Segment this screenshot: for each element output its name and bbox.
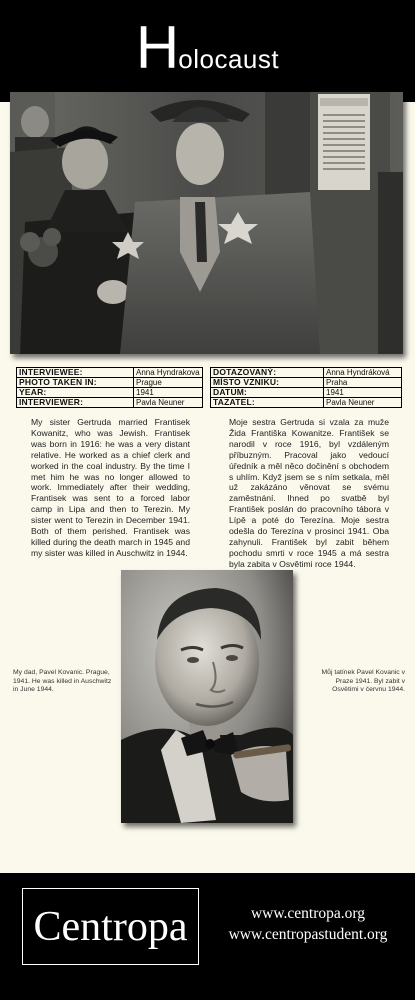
- website-link-centropa[interactable]: www.centropa.org: [250, 905, 366, 922]
- value-photo-taken-in: Prague: [134, 378, 203, 388]
- value-interviewer: Pavla Neuner: [134, 398, 203, 408]
- value-dotazovany: Anna Hyndráková: [324, 368, 402, 378]
- table-row: [211, 388, 402, 398]
- caption-english: My dad, Pavel Kovanic. Prague, 1941. He was killed in Auschwitz in June 1944.: [13, 669, 112, 694]
- centropa-logo: [22, 888, 199, 965]
- title-rest: olocaust: [178, 44, 280, 74]
- label-year: YEAR:: [17, 388, 134, 398]
- value-misto-vzniku: Praha: [324, 378, 402, 388]
- label-datum: DATUM:: [211, 388, 324, 398]
- table-row: [17, 398, 203, 408]
- value-year: 1941: [134, 388, 203, 398]
- label-photo-taken-in: PHOTO TAKEN IN:: [17, 378, 134, 388]
- value-tazatel: Pavla Neuner: [324, 398, 402, 408]
- page-title: [0, 14, 415, 81]
- value-datum: 1941: [324, 388, 402, 398]
- table-row: [17, 368, 203, 378]
- label-tazatel: TAZATEL:: [211, 398, 324, 408]
- table-row: [211, 398, 402, 408]
- label-interviewee: INTERVIEWEE:: [17, 368, 134, 378]
- table-row: [211, 378, 402, 388]
- portrait-photo: [121, 570, 293, 823]
- website-link-centropastudent[interactable]: www.centropastudent.org: [228, 926, 388, 943]
- info-table-english: [16, 367, 203, 408]
- table-row: [211, 368, 402, 378]
- value-interviewee: Anna Hyndrakova: [134, 368, 203, 378]
- title-initial: H: [135, 14, 179, 81]
- table-row: [17, 378, 203, 388]
- label-misto-vzniku: MÍSTO VZNIKU:: [211, 378, 324, 388]
- label-interviewer: INTERVIEWER:: [17, 398, 134, 408]
- biography-english: My sister Gertruda married Frantisek Kowanitz, who was Jewish. Frantisek was born in 1916: he was a very distant relative. He worked as a chief clerk and worked in the coal industry. By the time I met him he was no longer allowed to work. Immediately after their wedding, Frantisek was sent to a forced labor camp in Lipa and then to Terezin. My sister went to Terezin in December 1941. Both of them perished. Frantisek was killed during the death march in 1945 and my sister was killed in Auschwitz in 1944.: [31, 417, 190, 558]
- table-row: [17, 388, 203, 398]
- caption-czech: Můj tatínek Pavel Kovanic v Praze 1941. Byl zabit v Osvětimi v červnu 1944.: [321, 669, 405, 694]
- wedding-photo: [10, 92, 403, 354]
- info-table-czech: [210, 367, 402, 408]
- biography-czech: Moje sestra Gertruda si vzala za muže Žida Františka Kowanitze. František se narodil v roce 1916, byl vzdáleným příbuzným. Pracoval jako vedoucí úředník a měl něco dočinění s obchodem s uhlím. Když jsem se s ním setkala, měl už zakázáno věnovat se svému zaměstnání. Ihned po svatbě byl František poslán do pracovního tábora v Lípě a poté do Terezína. Moje sestra odešla do Terezína v prosinci 1941. Oba zahynuli. František byl zabit během pochodu smrti v roce 1945 a má sestra byla zabita v Osvětimi roce 1944.: [229, 417, 389, 569]
- logo-text: Centropa: [33, 904, 188, 950]
- label-dotazovany: DOTAZOVANÝ:: [211, 368, 324, 378]
